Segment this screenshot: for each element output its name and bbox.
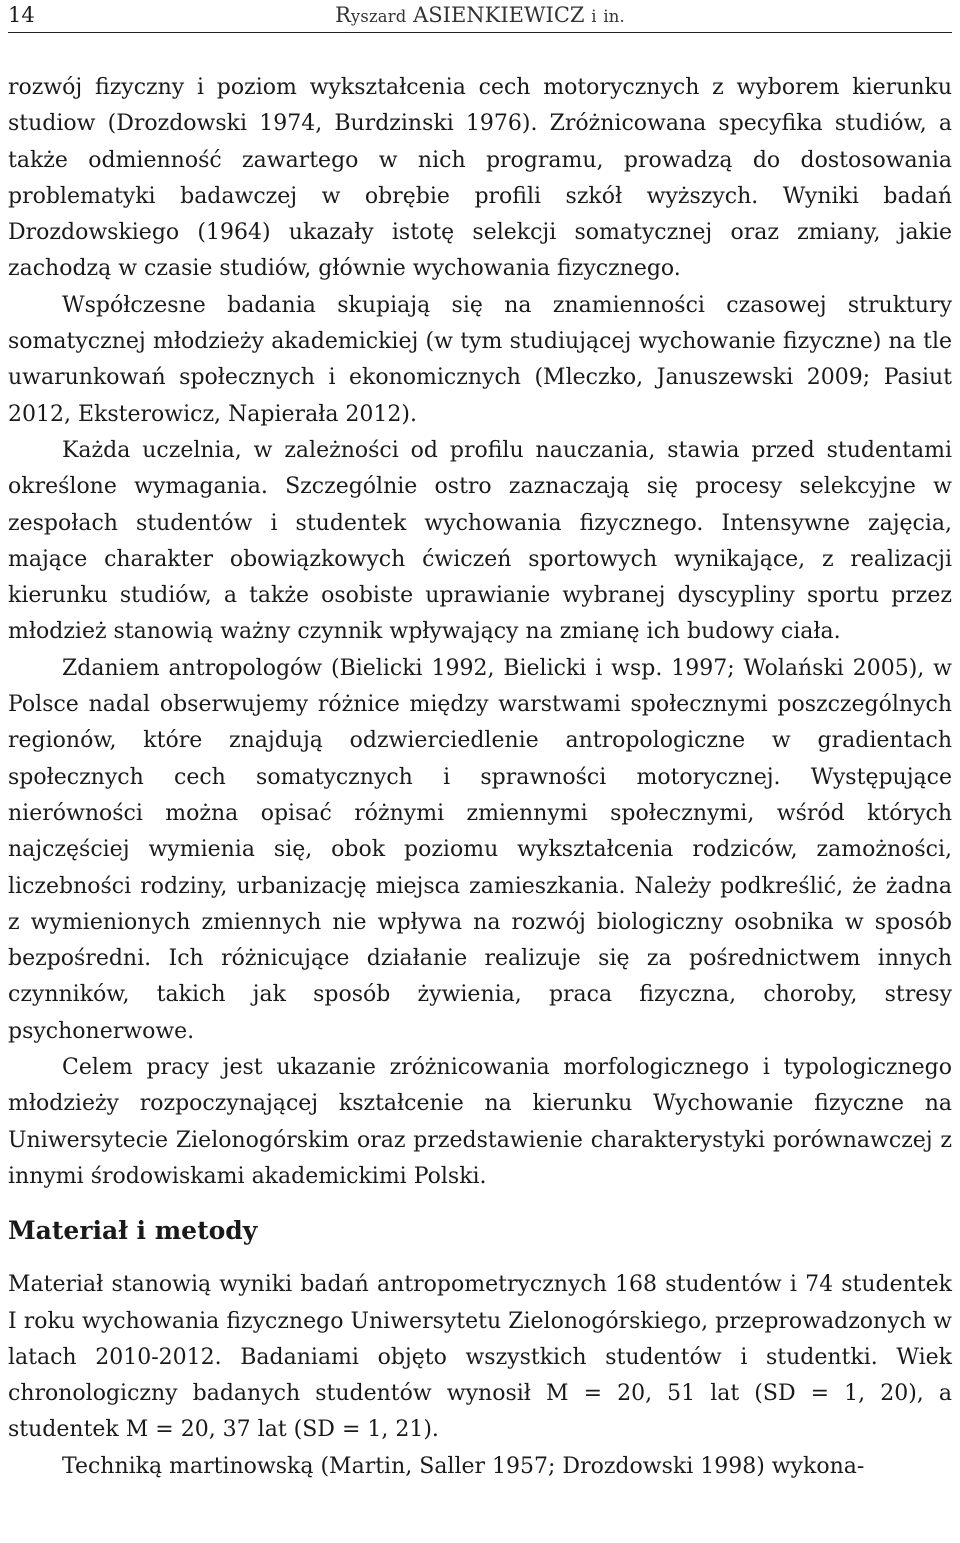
author-last-name: ASIENKIEWICZ	[413, 3, 585, 27]
author-first-name-rest: yszard	[350, 7, 407, 26]
paragraph: rozwój fizyczny i poziom wykształcenia cech motorycznych z wyborem kierunku studiow (Drozdowski 1974, Burdzinski 1976). Zróżnicowana specyfika studiów, a także odmienność zawartego w nich programu, prowadzą do dostosowania problematyki badawczej w obrębie profili szkół wyższych. Wyniki badań Drozdowskiego (1964) ukazały istotę selekcji somatycznej oraz zmiany, jakie zachodzą w czasie studiów, głównie wychowania fizycznego.	[8, 75, 952, 282]
author-initial: R	[335, 3, 351, 27]
paragraph: Materiał stanowią wyniki badań antropometrycznych 168 studentów i 74 studentek I roku wychowania fizycznego Uniwersytetu Zielonogórskiego, przeprowadzonych w latach 2010-2012. Badaniami objęto wszystkich studentów i studentki. Wiek chronologiczny badanych studentów wynosił M = 20, 51 lat (SD = 1, 20), a studentek M = 20, 37 lat (SD = 1, 21).	[8, 1272, 952, 1443]
paragraph: Każda uczelnia, w zależności od profilu nauczania, stawia przed studentami określone wymagania. Szczególnie ostro zaznaczają się procesy selekcyjne w zespołach studentów i studentek wychowania fizycznego. Intensywne zajęcia, mające charakter obowiązkowych ćwiczeń sportowych wynikające, z realizacji kierunku studiów, a także osobiste uprawianie wybranej dyscypliny sportu przez młodzież stanowią ważny czynnik wpływający na zmianę ich budowy ciała.	[8, 437, 952, 645]
page-number: 14	[8, 3, 35, 27]
header-conjunction: i	[591, 7, 597, 26]
paragraph: Techniką martinowską (Martin, Saller 1957; Drozdowski 1998) wykona-	[62, 1453, 865, 1479]
running-title	[8, 2, 952, 30]
paragraph: Celem pracy jest ukazanie zróżnicowania morfologicznego i typologicznego młodzieży rozpoczynającej kształcenie na kierunku Wychowanie fizyczne na Uniwersytecie Zielonogórskim oraz przedstawienie charakterystyki porównawczej z innymi środowiskami akademickimi Polski.	[8, 1055, 952, 1189]
paragraph: Współczesne badania skupiają się na znamienności czasowej struktury somatycznej młodzieży akademickiej (w tym studiującej wychowanie fizyczne) na tle uwarunkowań społecznych i ekonomicznych (Mleczko, Januszewski 2009; Pasiut 2012, Eksterowicz, Napierała 2012).	[8, 292, 952, 427]
header-et-al: in.	[603, 7, 625, 26]
running-header	[8, 0, 952, 33]
body-text	[8, 70, 952, 1485]
paragraph: Zdaniem antropologów (Bielicki 1992, Bielicki i wsp. 1997; Wolański 2005), w Polsce nadal obserwujemy różnice między warstwami społecznymi poszczególnych regionów, które znajdują odzwierciedlenie antropologiczne w gradientach społecznych cech somatycznych i sprawności motorycznej. Występujące nierówności można opisać różnymi zmiennymi społecznymi, wśród których najczęściej wymienia się, obok poziomu wykształcenia rodziców, zamożności, liczebności rodziny, urbanizację miejsca zamieszkania. Należy podkreślić, że żadna z wymienionych zmiennych nie wpływa na rozwój biologiczny osobnika w sposób bezpośredni. Ich różnicujące działanie realizuje się za pośrednictwem innych czynników, takich jak sposób żywienia, praca fizyczna, choroby, stresy psychonerwowe.	[8, 655, 952, 1044]
section-heading: Materiał i metody	[8, 1216, 258, 1246]
